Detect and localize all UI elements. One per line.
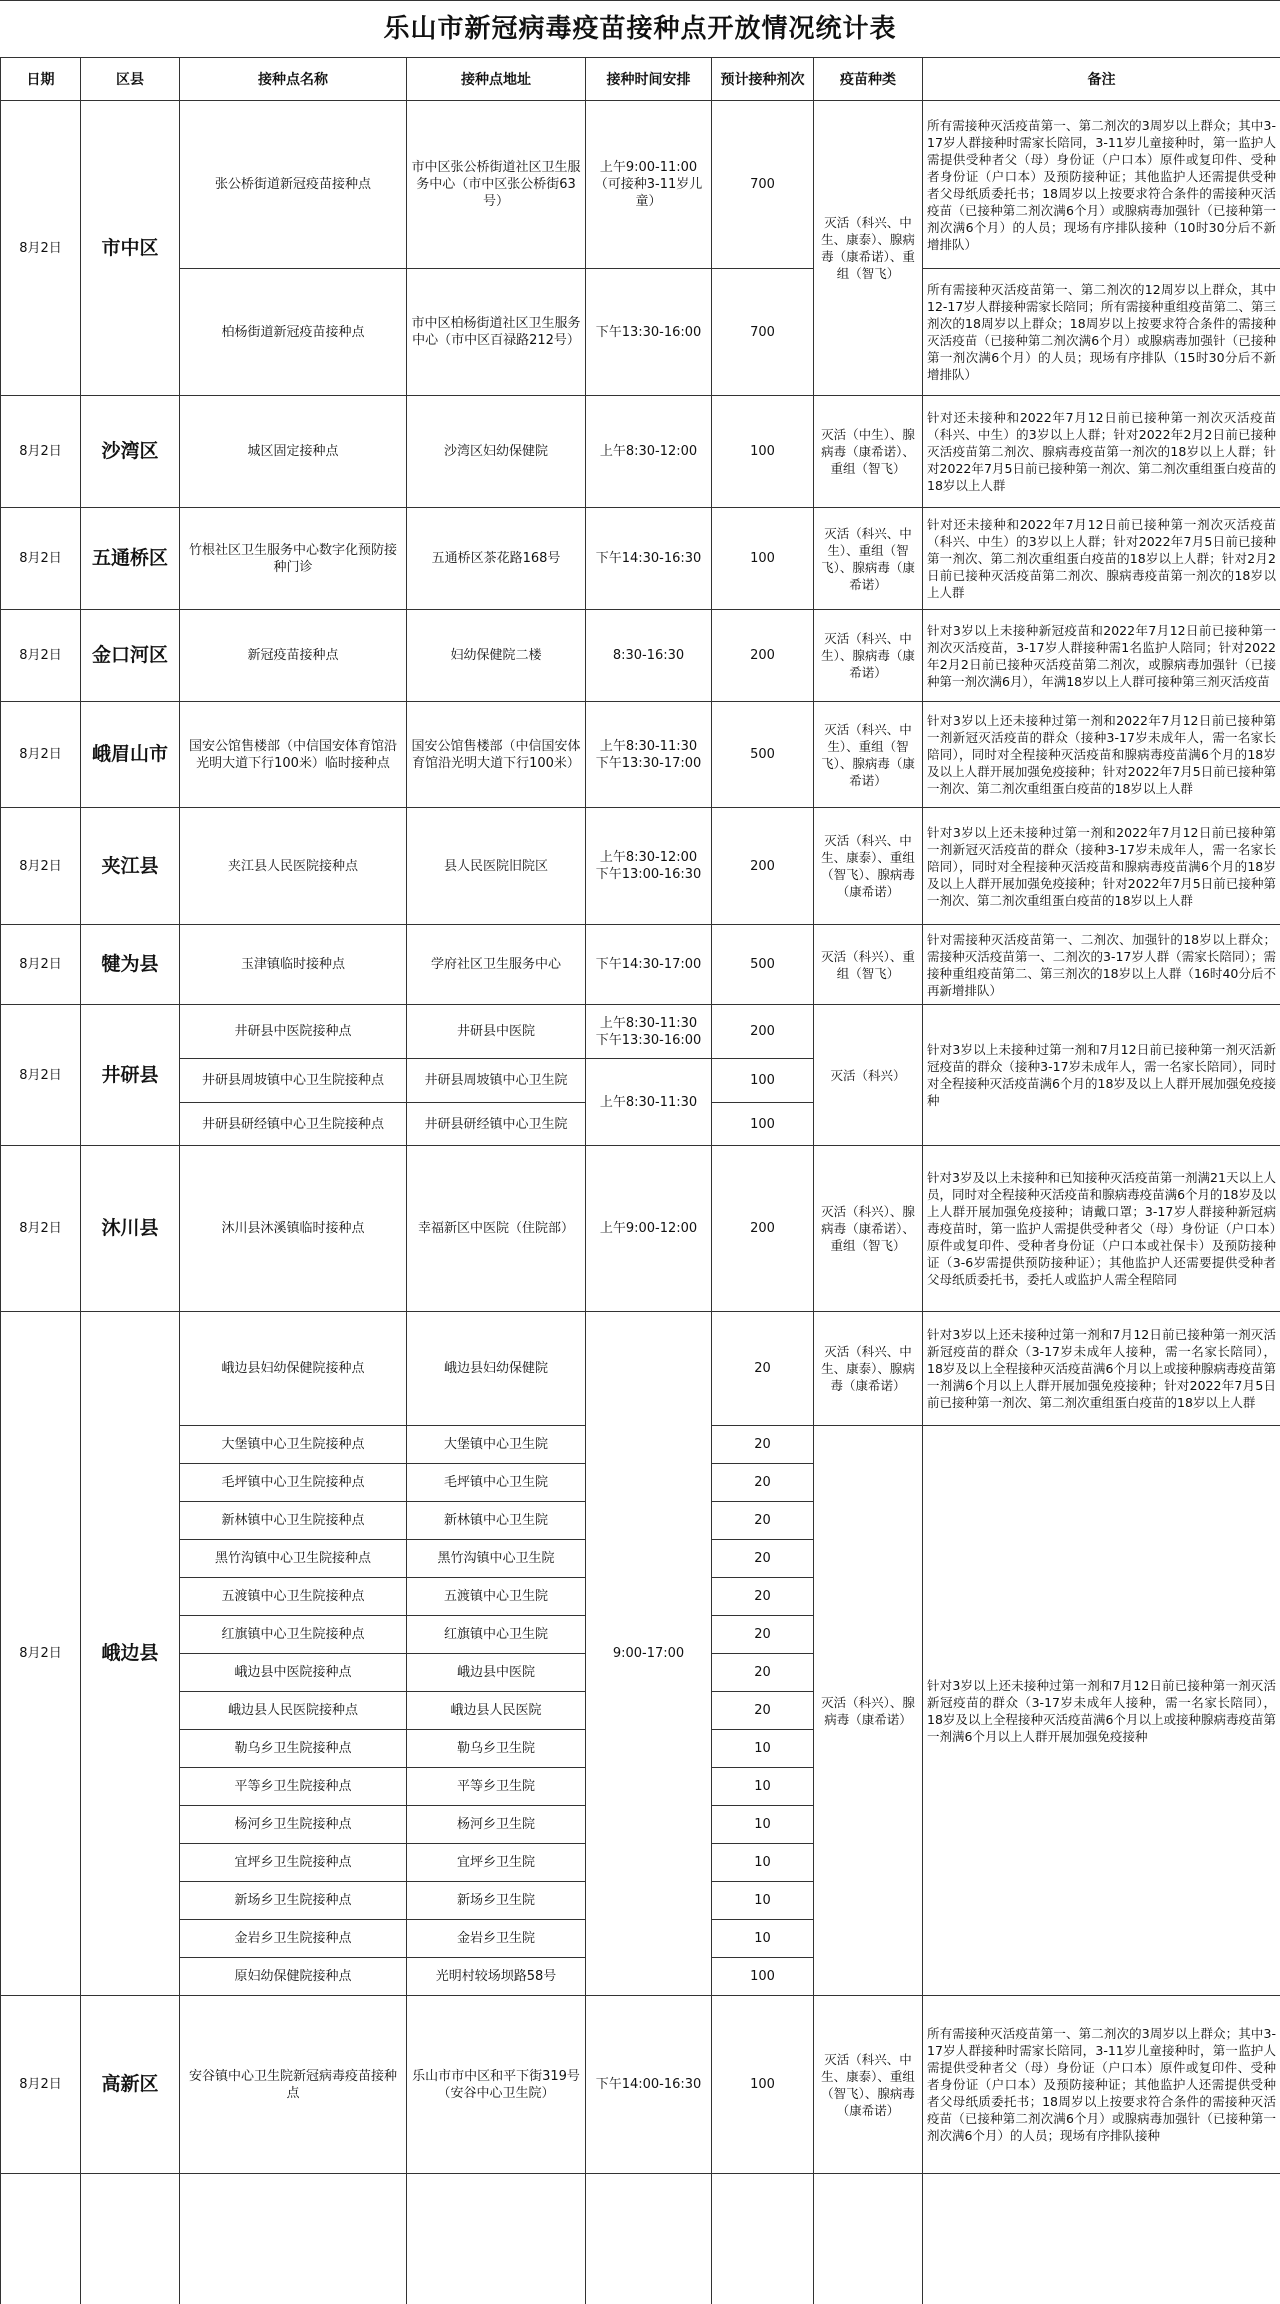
- cell-site-address: 平等乡卫生院: [407, 1768, 586, 1806]
- cell-county: [81, 2174, 180, 2304]
- cell-doses: 200: [712, 1005, 814, 1059]
- header-site-name: 接种点名称: [180, 58, 407, 101]
- cell-site-address: 沙湾区妇幼保健院: [407, 396, 586, 508]
- cell-vaccine-type: 灭活（科兴、中生、康泰）、重组（智飞）、腺病毒（康希诺）: [814, 1996, 923, 2174]
- cell-note: 所有需接种灭活疫苗第一、第二剂次的3周岁以上群众；其中3-17岁人群接种时需家长陪同，3-11岁儿童接种时，第一监护人需提供受种者父（母）身份证（户口本）原件或复印件、受种者身份证（户口本）及预防接种证；其他监护人还需提供受种者父母纸质委托书；18周岁以上按要求符合条件的需接种灭活疫苗（已接种第二剂次满6个月）或腺病毒加强针（已接种第一剂次满6个月）的人员；现场有序排队接种: [923, 1996, 1280, 2174]
- table-row: [1, 269, 1280, 396]
- cell-county: 峨眉山市: [81, 702, 180, 808]
- cell-doses: 100: [712, 1958, 814, 1996]
- cell-time: 上午8:30-11:30 下午13:30-16:00: [586, 1005, 712, 1059]
- header-county: 区县: [81, 58, 180, 101]
- cell-site-address: 县人民医院旧院区: [407, 808, 586, 925]
- cell-doses: 500: [712, 925, 814, 1005]
- cell-site-address: 学府社区卫生服务中心: [407, 925, 586, 1005]
- cell-doses: 100: [712, 1103, 814, 1146]
- cell-doses: 200: [712, 1146, 814, 1312]
- cell-vaccine-type: 灭活（科兴、中生、康泰）、腺病毒（康希诺）: [814, 1312, 923, 1426]
- cell-doses: 700: [712, 101, 814, 269]
- cell-date: 8月2日: [1, 508, 81, 610]
- table-row: [1, 925, 1280, 1005]
- cell-doses: [712, 2174, 814, 2304]
- cell-site-address: 红旗镇中心卫生院: [407, 1616, 586, 1654]
- cell-note: 针对需接种灭活疫苗第一、二剂次、加强针的18岁以上群众；需接种灭活疫苗第一、二剂次的3-17岁人群（需家长陪同）；需接种重组疫苗第二、第三剂次的18岁以上人群（16时40分后不再新增排队）: [923, 925, 1280, 1005]
- page-title: 乐山市新冠病毒疫苗接种点开放情况统计表: [0, 0, 1280, 57]
- cell-date: 8月2日: [1, 101, 81, 396]
- cell-doses: 20: [712, 1654, 814, 1692]
- cell-site-address: 市中区张公桥街道社区卫生服务中心（市中区张公桥街63号）: [407, 101, 586, 269]
- cell-date: 8月2日: [1, 1146, 81, 1312]
- cell-date: 8月2日: [1, 1996, 81, 2174]
- cell-doses: 100: [712, 1996, 814, 2174]
- cell-vaccine-type: 灭活（科兴、中生、康泰）、重组（智飞）、腺病毒（康希诺）: [814, 808, 923, 925]
- cell-doses: 10: [712, 1882, 814, 1920]
- cell-note: 针对3岁以上还未接种过第一剂和7月12日前已接种第一剂灭活新冠疫苗的群众（3-17岁未成年人接种，需一名家长陪同），18岁及以上全程接种灭活疫苗满6个月以上或接种腺病毒疫苗第一剂满6个月以上人群开展加强免疫接种；针对2022年7月5日前已接种第一剂次、第二剂次重组蛋白疫苗的18岁以上人群: [923, 1312, 1280, 1426]
- cell-doses: 200: [712, 610, 814, 702]
- table-row: [1, 396, 1280, 508]
- table-row: [1, 508, 1280, 610]
- cell-site-name: 安谷镇中心卫生院新冠病毒疫苗接种点: [180, 1996, 407, 2174]
- cell-vaccine-type: 灭活（科兴）、腺病毒（康希诺）: [814, 1426, 923, 1996]
- cell-doses: 10: [712, 1844, 814, 1882]
- cell-doses: 20: [712, 1464, 814, 1502]
- table-row: [1, 1005, 1280, 1059]
- header-vaccine-type: 疫苗种类: [814, 58, 923, 101]
- vaccination-sites-table: [0, 57, 1280, 2304]
- cell-site-address: 幸福新区中医院（住院部）: [407, 1146, 586, 1312]
- cell-county: 五通桥区: [81, 508, 180, 610]
- cell-doses: 10: [712, 1806, 814, 1844]
- table-row: [1, 1146, 1280, 1312]
- cell-site-address: 妇幼保健院二楼: [407, 610, 586, 702]
- cell-site-name: 竹根社区卫生服务中心数字化预防接种门诊: [180, 508, 407, 610]
- cell-site-name: 峨边县中医院接种点: [180, 1654, 407, 1692]
- cell-site-name: 峨边县妇幼保健院接种点: [180, 1312, 407, 1426]
- cell-note: 所有需接种灭活疫苗第一、第二剂次的3周岁以上群众；其中3-17岁人群接种时需家长陪同，3-11岁儿童接种时，第一监护人需提供受种者父（母）身份证（户口本）原件或复印件、受种者身份证（户口本）及预防接种证；其他监护人还需提供受种者父母纸质委托书；18周岁以上按要求符合条件的需接种灭活疫苗（已接种第二剂次满6个月）或腺病毒加强针（已接种第一剂次满6个月）的人员；现场有序排队接种（10时30分后不新增排队）: [923, 101, 1280, 269]
- cell-doses: 10: [712, 1768, 814, 1806]
- cell-site-name: 玉津镇临时接种点: [180, 925, 407, 1005]
- cell-site-address: 井研县研经镇中心卫生院: [407, 1103, 586, 1146]
- cell-site-name: 黑竹沟镇中心卫生院接种点: [180, 1540, 407, 1578]
- table-row: [1, 610, 1280, 702]
- cell-doses: 500: [712, 702, 814, 808]
- cell-site-address: 金岩乡卫生院: [407, 1920, 586, 1958]
- cell-vaccine-type: 灭活（科兴、中生）、重组（智飞）、腺病毒（康希诺）: [814, 702, 923, 808]
- table-row: [1, 702, 1280, 808]
- cell-site-address: 新场乡卫生院: [407, 1882, 586, 1920]
- cell-note: 针对3岁以上未接种过第一剂和7月12日前已接种第一剂灭活新冠疫苗的群众（接种3-17岁未成年人，需一名家长陪同），同时对全程接种灭活疫苗满6个月的18岁及以上人群开展加强免疫接种: [923, 1005, 1280, 1146]
- header-note: 备注: [923, 58, 1280, 101]
- cell-date: 8月2日: [1, 396, 81, 508]
- cell-time: 8:30-16:30: [586, 610, 712, 702]
- cell-date: 8月2日: [1, 1312, 81, 1996]
- cell-note: [923, 2174, 1280, 2304]
- cell-note: 针对3岁及以上未接种和已知接种灭活疫苗第一剂满21天以上人员，同时对全程接种灭活疫苗和腺病毒疫苗满6个月的18岁及以上人群开展加强免疫接种；请戴口罩；3-17岁人群接种新冠病毒疫苗时，第一监护人需提供受种者父（母）身份证（户口本）原件或复印件、受种者身份证（户口本或社保卡）及预防接种证（3-6岁需提供预防接种证）；其他监护人还需要提供受种者父母纸质委托书，委托人或监护人需全程陪同: [923, 1146, 1280, 1312]
- cell-site-address: 光明村较场坝路58号: [407, 1958, 586, 1996]
- cell-time: 9:00-17:00: [586, 1312, 712, 1996]
- cell-site-name: 井研县周坡镇中心卫生院接种点: [180, 1059, 407, 1103]
- cell-date: [1, 2174, 81, 2304]
- cell-doses: 100: [712, 508, 814, 610]
- cell-site-address: 国安公馆售楼部（中信国安体育馆沿光明大道下行100米）: [407, 702, 586, 808]
- cell-time: 上午8:30-12:00: [586, 396, 712, 508]
- cell-doses: 20: [712, 1578, 814, 1616]
- cell-vaccine-type: 灭活（科兴、中生）、腺病毒（康希诺）: [814, 610, 923, 702]
- cell-site-address: 五通桥区茶花路168号: [407, 508, 586, 610]
- cell-date: 8月2日: [1, 610, 81, 702]
- cell-site-address: 乐山市市中区和平下街319号（安谷中心卫生院）: [407, 1996, 586, 2174]
- cell-time: [586, 2174, 712, 2304]
- cell-county: 井研县: [81, 1005, 180, 1146]
- cell-site-name: 毛坪镇中心卫生院接种点: [180, 1464, 407, 1502]
- cell-vaccine-type: 灭活（科兴、中生）、重组（智飞）、腺病毒（康希诺）: [814, 508, 923, 610]
- cell-county: 夹江县: [81, 808, 180, 925]
- cell-site-name: 城区固定接种点: [180, 396, 407, 508]
- header-site-address: 接种点地址: [407, 58, 586, 101]
- cell-doses: 100: [712, 1059, 814, 1103]
- cell-site-address: 大堡镇中心卫生院: [407, 1426, 586, 1464]
- cell-site-name: 勒乌乡卫生院接种点: [180, 1730, 407, 1768]
- cell-note: 针对还未接种和2022年7月12日前已接种第一剂次灭活疫苗（科兴、中生）的3岁以上人群；针对2022年2月2日前已接种灭活疫苗第二剂次、腺病毒疫苗第一剂次的18岁以上人群；针对2022年7月5日前已接种第一剂次、第二剂次重组蛋白疫苗的18岁以上人群: [923, 396, 1280, 508]
- cell-site-name: 井研县研经镇中心卫生院接种点: [180, 1103, 407, 1146]
- cell-site-name: 新场乡卫生院接种点: [180, 1882, 407, 1920]
- cell-county: 沐川县: [81, 1146, 180, 1312]
- cell-site-name: 井研县中医院接种点: [180, 1005, 407, 1059]
- table-row: [1, 101, 1280, 269]
- cell-vaccine-type: 灭活（科兴、中生、康泰）、腺病毒（康希诺）、重组（智飞）: [814, 101, 923, 396]
- cell-site-address: 峨边县中医院: [407, 1654, 586, 1692]
- header-time: 接种时间安排: [586, 58, 712, 101]
- header-date: 日期: [1, 58, 81, 101]
- cell-time: 上午9:00-12:00: [586, 1146, 712, 1312]
- cell-date: 8月2日: [1, 702, 81, 808]
- cell-site-address: 新林镇中心卫生院: [407, 1502, 586, 1540]
- cell-time: 下午14:30-16:30: [586, 508, 712, 610]
- cell-note: 所有需接种灭活疫苗第一、第二剂次的12周岁以上群众，其中12-17岁人群接种需家长陪同；所有需接种重组疫苗第二、第三剂次的18周岁以上群众；18周岁以上按要求符合条件的需接种灭活疫苗（已接种第二剂次满6个月）或腺病毒加强针（已接种第一剂次满6个月）的人员；现场有序排队（15时30分后不新增排队）: [923, 269, 1280, 396]
- cell-doses: 20: [712, 1540, 814, 1578]
- cell-note: 针对3岁以上还未接种过第一剂和7月12日前已接种第一剂灭活新冠疫苗的群众（3-17岁未成年人接种，需一名家长陪同），18岁及以上全程接种灭活疫苗满6个月以上或接种腺病毒疫苗第一剂满6个月以上人群开展加强免疫接种: [923, 1426, 1280, 1996]
- table-row: [1, 2174, 1280, 2304]
- cell-date: 8月2日: [1, 925, 81, 1005]
- cell-date: 8月2日: [1, 1005, 81, 1146]
- cell-doses: 200: [712, 808, 814, 925]
- cell-vaccine-type: [814, 2174, 923, 2304]
- cell-doses: 20: [712, 1692, 814, 1730]
- cell-site-name: 国安公馆售楼部（中信国安体育馆沿光明大道下行100米）临时接种点: [180, 702, 407, 808]
- cell-site-name: 新冠疫苗接种点: [180, 610, 407, 702]
- cell-site-name: 金岩乡卫生院接种点: [180, 1920, 407, 1958]
- header-row: [1, 58, 1280, 101]
- cell-doses: 10: [712, 1920, 814, 1958]
- cell-site-name: 夹江县人民医院接种点: [180, 808, 407, 925]
- cell-site-address: 勒乌乡卫生院: [407, 1730, 586, 1768]
- cell-site-name: 新林镇中心卫生院接种点: [180, 1502, 407, 1540]
- cell-date: 8月2日: [1, 808, 81, 925]
- cell-doses: 20: [712, 1616, 814, 1654]
- cell-county: 市中区: [81, 101, 180, 396]
- cell-doses: 20: [712, 1502, 814, 1540]
- cell-time: 上午9:00-11:00（可接种3-11岁儿童）: [586, 101, 712, 269]
- cell-vaccine-type: 灭活（科兴）、重组（智飞）: [814, 925, 923, 1005]
- cell-note: 针对3岁以上还未接种过第一剂和2022年7月12日前已接种第一剂新冠灭活疫苗的群众（接种3-17岁未成年人，需一名家长陪同），同时对全程接种灭活疫苗和腺病毒疫苗满6个月的18岁及以上人群开展加强免疫接种；针对2022年7月5日前已接种第一剂次、第二剂次重组蛋白疫苗的18岁以上人群: [923, 702, 1280, 808]
- cell-note: 针对3岁以上还未接种过第一剂和2022年7月12日前已接种第一剂新冠灭活疫苗的群众（接种3-17岁未成年人，需一名家长陪同），同时对全程接种灭活疫苗和腺病毒疫苗满6个月的18岁及以上人群开展加强免疫接种；针对2022年7月5日前已接种第一剂次、第二剂次重组蛋白疫苗的18岁以上人群: [923, 808, 1280, 925]
- cell-time: 上午8:30-12:00 下午13:00-16:30: [586, 808, 712, 925]
- cell-doses: 20: [712, 1426, 814, 1464]
- table-row: [1, 808, 1280, 925]
- cell-site-name: [180, 2174, 407, 2304]
- cell-site-name: 大堡镇中心卫生院接种点: [180, 1426, 407, 1464]
- cell-county: 高新区: [81, 1996, 180, 2174]
- cell-time: 下午14:30-17:00: [586, 925, 712, 1005]
- cell-site-address: 宜坪乡卫生院: [407, 1844, 586, 1882]
- cell-site-name: 张公桥街道新冠疫苗接种点: [180, 101, 407, 269]
- cell-site-address: 五渡镇中心卫生院: [407, 1578, 586, 1616]
- cell-site-name: 柏杨街道新冠疫苗接种点: [180, 269, 407, 396]
- cell-site-address: 井研县中医院: [407, 1005, 586, 1059]
- cell-county: 沙湾区: [81, 396, 180, 508]
- cell-site-address: [407, 2174, 586, 2304]
- cell-site-name: 原妇幼保健院接种点: [180, 1958, 407, 1996]
- cell-site-name: 红旗镇中心卫生院接种点: [180, 1616, 407, 1654]
- cell-note: 针对还未接种和2022年7月12日前已接种第一剂次灭活疫苗（科兴、中生）的3岁以上人群；针对2022年7月5日前已接种第一剂次、第二剂次重组蛋白疫苗的18岁以上人群；针对2月2日前已接种灭活疫苗第二剂次、腺病毒疫苗第一剂次的18岁以上人群: [923, 508, 1280, 610]
- table-row: [1, 1312, 1280, 1426]
- header-doses: 预计接种剂次: [712, 58, 814, 101]
- cell-county: 金口河区: [81, 610, 180, 702]
- cell-site-address: 毛坪镇中心卫生院: [407, 1464, 586, 1502]
- cell-doses: 10: [712, 1730, 814, 1768]
- cell-site-address: 井研县周坡镇中心卫生院: [407, 1059, 586, 1103]
- cell-note: 针对3岁以上未接种新冠疫苗和2022年7月12日前已接种第一剂次灭活疫苗，3-17岁人群接种需1名监护人陪同；针对2022年2月2日前已接种灭活疫苗第二剂次，或腺病毒加强针（已接种第一剂次满6月），年满18岁以上人群可接种第三剂灭活疫苗: [923, 610, 1280, 702]
- cell-time: 下午13:30-16:00: [586, 269, 712, 396]
- cell-vaccine-type: 灭活（科兴）、腺病毒（康希诺）、重组（智飞）: [814, 1146, 923, 1312]
- cell-county: 犍为县: [81, 925, 180, 1005]
- cell-site-address: 峨边县人民医院: [407, 1692, 586, 1730]
- cell-time: 上午8:30-11:30 下午13:30-17:00: [586, 702, 712, 808]
- cell-vaccine-type: 灭活（中生）、腺病毒（康希诺）、重组（智飞）: [814, 396, 923, 508]
- cell-site-name: 平等乡卫生院接种点: [180, 1768, 407, 1806]
- cell-site-name: 五渡镇中心卫生院接种点: [180, 1578, 407, 1616]
- cell-doses: 20: [712, 1312, 814, 1426]
- cell-doses: 100: [712, 396, 814, 508]
- cell-time: 下午14:00-16:30: [586, 1996, 712, 2174]
- cell-vaccine-type: 灭活（科兴）: [814, 1005, 923, 1146]
- cell-site-address: 市中区柏杨街道社区卫生服务中心（市中区百禄路212号）: [407, 269, 586, 396]
- cell-site-address: 黑竹沟镇中心卫生院: [407, 1540, 586, 1578]
- cell-county: 峨边县: [81, 1312, 180, 1996]
- cell-doses: 700: [712, 269, 814, 396]
- table-row: [1, 1996, 1280, 2174]
- cell-site-name: 宜坪乡卫生院接种点: [180, 1844, 407, 1882]
- cell-site-name: 峨边县人民医院接种点: [180, 1692, 407, 1730]
- cell-site-address: 杨河乡卫生院: [407, 1806, 586, 1844]
- cell-site-name: 杨河乡卫生院接种点: [180, 1806, 407, 1844]
- cell-site-address: 峨边县妇幼保健院: [407, 1312, 586, 1426]
- cell-site-name: 沐川县沐溪镇临时接种点: [180, 1146, 407, 1312]
- cell-time: 上午8:30-11:30: [586, 1059, 712, 1146]
